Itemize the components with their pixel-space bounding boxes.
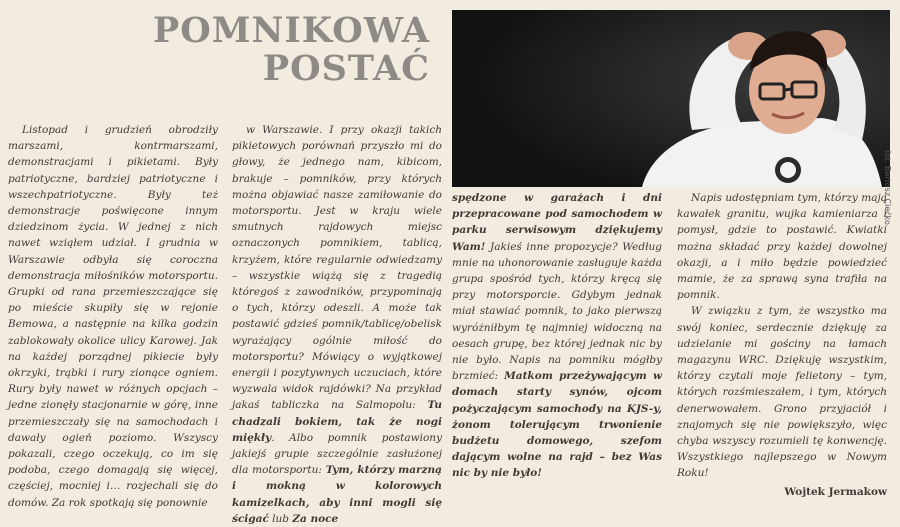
photo-credit: fot. Bartosz Ciećko	[883, 150, 892, 225]
column-2-text	[232, 122, 442, 527]
column-4	[677, 190, 887, 500]
column-4-paragraph-2: W związku z tym, że wszystko ma swój koniec, serdecznie dziękuję za udzielanie mi gościny na łamach magazynu WRC. Dziękuję wszystkim, którzy czytali moje felietony – tym, których rozśmieszałem, i tym, których denerwowałem. Grono przyjaciół i znajomych się nie powiększyło, więc chyba wszyscy rozumieli tę konwencję. Wszystkiego najlepszego w Nowym Roku!	[677, 305, 887, 480]
column-2	[232, 122, 442, 527]
column-3	[452, 190, 662, 482]
column-2-bold-2: Tym, którzy marzną i mokną w kolorowych kamizelkach, aby inni mogli się ścigać	[232, 464, 442, 525]
column-4-paragraph-1: Napis udostępniam tym, którzy mają kawałek granitu, wujka kamieniarza i pomysł, gdzie to postawić. Kwiatki można składać przy każdej dowolnej okazji, a i miło będzie powiedzieć mamie, że za sprawą syna trafiła na pomnik.	[677, 192, 887, 302]
author-signature: Wojtek Jermakow	[784, 485, 887, 498]
column-2-text-a: w Warszawie. I przy okazji takich pikietowych porównań przyszło mi do głowy, że jednego nam, kibicom, brakuje – pomników, przy których można objawiać nasze zamiłowanie do motorsportu. Jest w kraju wiele smutnych rajdowych miejsc oznaczonych pomnikiem, tablicą, krzyżem, które regularnie odwiedzamy – wszystkie wiążą się z tragedią któregoś z zawodników, przypominają o tych, którzy odeszli. A może tak postawić gdzieś pomnik/tablicę/obelisk wyrażający ogólnie miłość do motorsportu? Mówiący o wyjątkowej energii i pozytywnych uczuciach, które wyzwala widok rajdówki? Na przykład jakaś tabliczka na Salmopolu:	[232, 124, 442, 412]
column-2-text-e: lub	[268, 512, 293, 525]
column-3-bold-1: spędzone w garażach i dni przepracowane pod samochodem w parku serwisowym dziękujemy Wam!	[452, 192, 662, 253]
author-portrait-image	[452, 10, 890, 187]
title-line-2: POSTAĆ	[262, 48, 430, 89]
article-title	[130, 12, 430, 88]
column-2-bold-1: Tu chadzali bokiem, tak że nogi miękły	[232, 399, 442, 444]
column-3-text	[452, 190, 662, 482]
column-2-bold-3: Za noce	[292, 512, 339, 525]
column-3-bold-2: Matkom przeżywającym w domach starty synów, ojcom pożyczającym samochody na KJS-y, żonom tolerującym trwonienie budżetu domowego, szefom dającym wolne na rajd – bez Was nic by nie było!	[452, 370, 662, 480]
author-photo	[452, 10, 890, 187]
column-3-text-b: Jakieś inne propozycje? Według mnie na uhonorowanie zasługuje każda grupa spośród tych, którzy kręcą się przy motorsporcie. Gdybym jednak miał stawiać pomnik, to jako pierwszą wyróżniłbym tę najmniej widoczną na oesach grupę, bez której jednak nic by nie było. Napis na pomniku mógłby brzmieć:	[452, 240, 662, 383]
column-1-text: Listopad i grudzień obrodziły marszami, kontrmarszami, demonstracjami i pikietami. Były patriotyczne, bardziej patriotyczne i wszechpatriotyczne. Były też demonstracje poświęcone innym dziedzinom życia. W jednej z nich nawet wziąłem udział. I grudnia w Warszawie odbyła się coroczna demonstracja miłośników motorsportu. Grupki od rana przemieszczające się po mieście skupiły się w rejonie Bemowa, a następnie na kilka godzin zablokowały okolice ulicy Karowej. Jak na każdej porządnej pikiecie były okrzyki, trąbki i rury zionące ogniem. Rury były nawet w różnych opcjach – jedne zionęły stacjonarnie w górę, inne przemieszczały się na samochodach i dawały ogień poziomo. Wszyscy pokazali, czego oczekują, co im się podoba, czego domagają się więcej, częściej, mocniej i… rozjechali się do domów. Za rok spotkają się ponownie	[8, 124, 218, 509]
title-line-1: POMNIKOWA	[152, 10, 430, 51]
column-1	[8, 122, 218, 511]
column-2-text-c: . Albo pomnik postawiony jakiejś grupie szczególnie zasłużonej dla motorsportu:	[232, 431, 442, 477]
